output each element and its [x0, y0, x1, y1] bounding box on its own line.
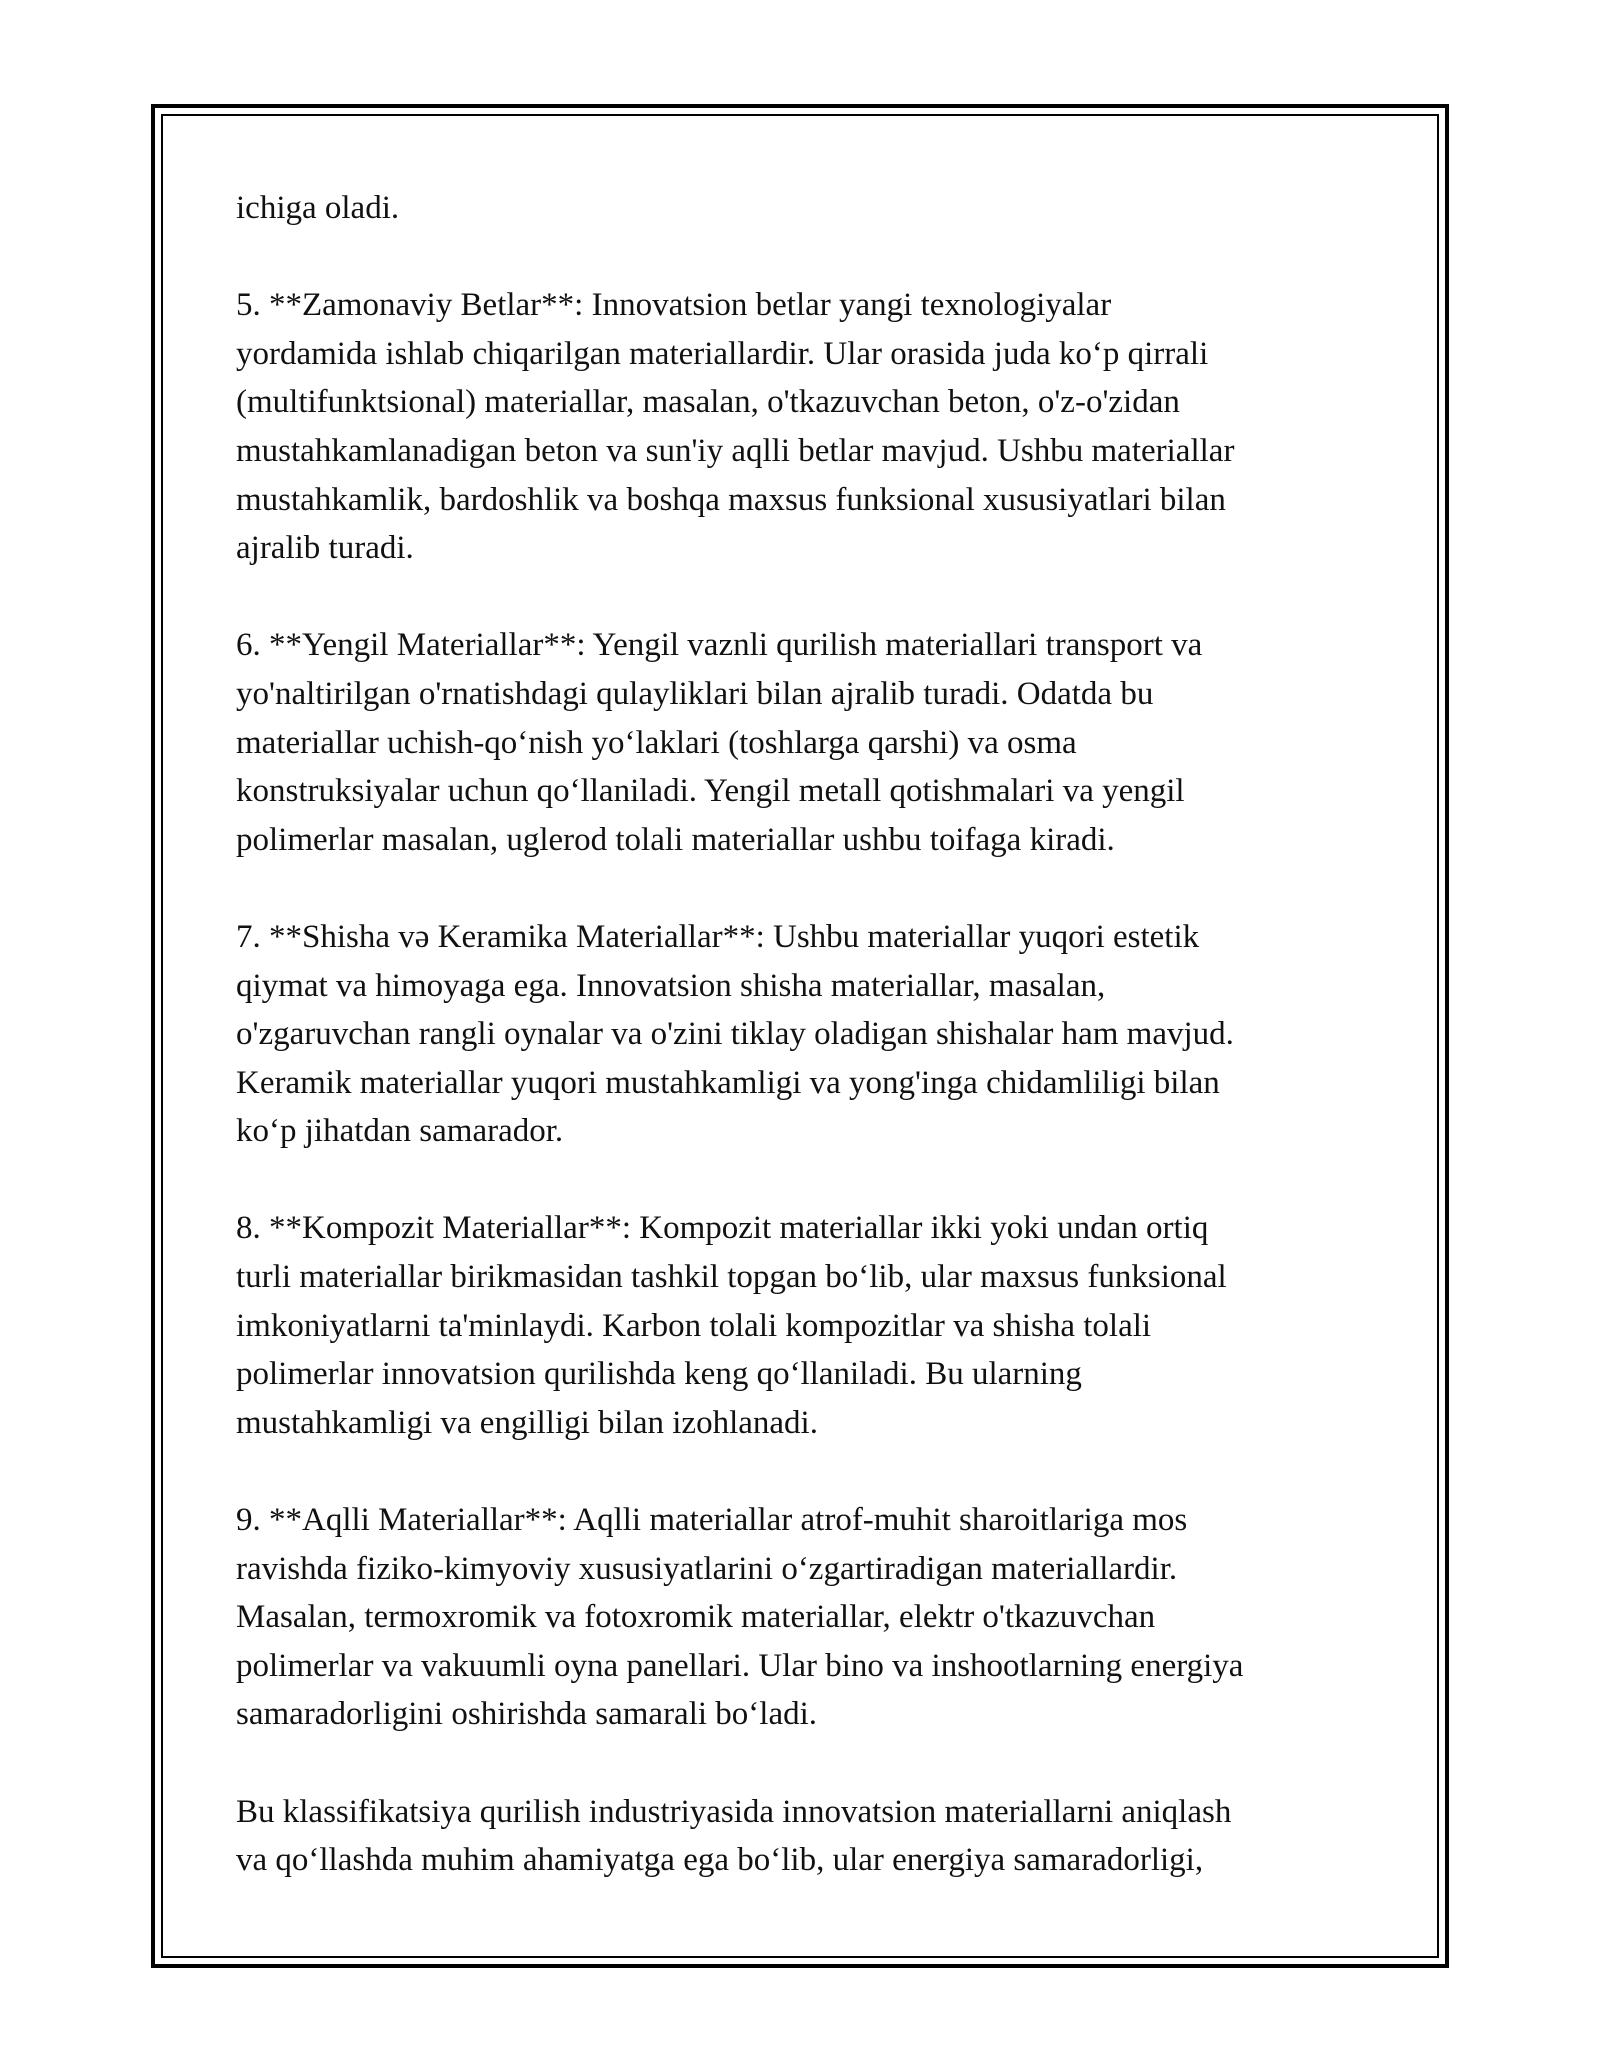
text-line: ko‘p jihatdan samarador.	[236, 1113, 564, 1150]
text-line: ichiga oladi.	[236, 190, 400, 226]
paragraph-item-8	[236, 1204, 1366, 1447]
paragraph-conclusion	[236, 1788, 1366, 1885]
text-line: 5. **Zamonaviy Betlar**: Innovatsion betlar yangi texnologiyalar	[236, 287, 1112, 324]
paragraph-item-5	[236, 281, 1366, 573]
text-line: yordamida ishlab chiqarilgan materiallardir. Ular orasida juda ko‘p qirrali	[236, 335, 1209, 372]
text-line: mustahkamlik, bardoshlik va boshqa maxsus funksional xususiyatlari bilan	[236, 481, 1226, 518]
text-line: yo'naltirilgan o'rnatishdagi qulayliklari bilan ajralib turadi. Odatda bu	[236, 675, 1154, 712]
text-line: samaradorligini oshirishda samarali bo‘ladi.	[236, 1696, 818, 1733]
text-line: 6. **Yengil Materiallar**: Yengil vaznli qurilish materiallari transport va	[236, 627, 1203, 664]
text-line: qiymat va himoyaga ega. Innovatsion shisha materiallar, masalan,	[236, 967, 1106, 1004]
text-line: konstruksiyalar uchun qo‘llaniladi. Yengil metall qotishmalari va yengil	[236, 773, 1185, 810]
text-line: turli materiallar birikmasidan tashkil topgan bo‘lib, ular maxsus funksional	[236, 1259, 1227, 1296]
text-line: Masalan, termoxromik va fotoxromik materiallar, elektr o'tkazuvchan	[236, 1599, 1156, 1636]
paragraph-item-9	[236, 1496, 1366, 1739]
text-line: polimerlar innovatsion qurilishda keng qo‘llaniladi. Bu ularning	[236, 1356, 1082, 1393]
text-line: polimerlar va vakuumli oyna panellari. Ular bino va inshootlarning energiya	[236, 1647, 1244, 1684]
text-line: o'zgaruvchan rangli oynalar va o'zini tiklay oladigan shishalar ham mavjud.	[236, 1016, 1234, 1053]
text-line: (multifunktsional) materiallar, masalan, o'tkazuvchan beton, o'z-o'zidan	[236, 384, 1180, 421]
text-line: materiallar uchish-qo‘nish yo‘laklari (toshlarga qarshi) va osma	[236, 724, 1077, 761]
text-line: polimerlar masalan, uglerod tolali materiallar ushbu toifaga kiradi.	[236, 821, 1115, 858]
text-line: 8. **Kompozit Materiallar**: Kompozit materiallar ikki yoki undan ortiq	[236, 1210, 1209, 1247]
text-line: mustahkamlanadigan beton va sun'iy aqlli betlar mavjud. Ushbu materiallar	[236, 432, 1235, 469]
text-line: mustahkamligi va engilligi bilan izohlanadi.	[236, 1404, 818, 1441]
paragraph-item-7	[236, 913, 1366, 1156]
text-line: imkoniyatlarni ta'minlaydi. Karbon tolali kompozitlar va shisha tolali	[236, 1307, 1152, 1344]
text-line: ravishda fiziko-kimyoviy xususiyatlarini o‘zgartiradigan materiallardir.	[236, 1550, 1178, 1587]
text-line: 7. **Shisha və Keramika Materiallar**: Ushbu materiallar yuqori estetik	[236, 918, 1200, 955]
text-line: 9. **Aqlli Materiallar**: Aqlli materiallar atrof-muhit sharoitlariga mos	[236, 1502, 1188, 1539]
text-line: Bu klassifikatsiya qurilish industriyasida innovatsion materiallarni aniqlash	[236, 1793, 1232, 1830]
text-line: ajralib turadi.	[236, 530, 414, 567]
paragraph-item-6	[236, 621, 1366, 864]
paragraph-continuation	[236, 184, 1366, 233]
document-body	[236, 184, 1366, 1933]
text-line: Keramik materiallar yuqori mustahkamligi va yong'inga chidamliligi bilan	[236, 1064, 1220, 1101]
text-line: va qo‘llashda muhim ahamiyatga ega bo‘lib, ular energiya samaradorligi,	[236, 1842, 1204, 1879]
